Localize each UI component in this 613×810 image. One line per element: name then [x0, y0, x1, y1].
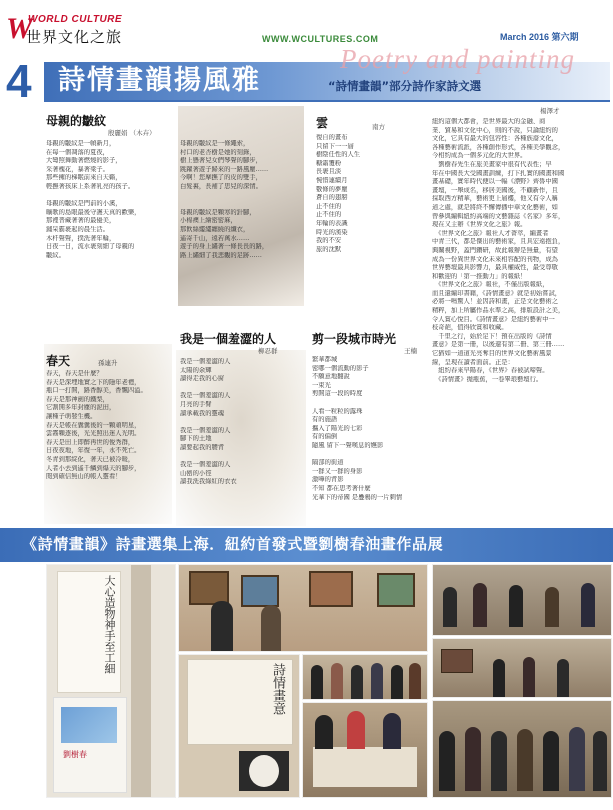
- calligraphy-seal: 劉樹春: [63, 750, 87, 759]
- poem-body: [46, 370, 174, 482]
- text-line: 小棉襖上繪密密麻，: [180, 217, 237, 225]
- text-line: 採取西方精華，藝術更上層樓，他又有令人稱: [432, 195, 558, 203]
- text-line: 文化，它具有最大的包容性：各種族裔文化，: [432, 135, 558, 143]
- text-line: 日夜一日，流水裹刻細了母親的: [46, 243, 135, 251]
- page-title: 詩情畫韻揚風雅: [58, 65, 261, 96]
- photo-calligraphy-closeup: [178, 654, 300, 798]
- header-rule: [44, 100, 610, 102]
- poem-title-spring: 春天: [46, 354, 71, 368]
- text-line: 山巒的小徑: [180, 469, 212, 477]
- poem-author: 孫連升: [98, 359, 118, 367]
- masthead-logo: [4, 8, 142, 46]
- text-line: 瓶口一打開，路香醇美，香飄四溢。: [46, 387, 147, 395]
- text-line: 讀得走我的心窗: [180, 375, 225, 383]
- text-line: 《世界文化之旅》報社，不僅出版報紙，: [432, 281, 549, 289]
- text-line: 我是一個羞澀的人: [180, 358, 231, 365]
- text-line: 冬青到那綻化，著天已被冷暖，: [46, 455, 135, 463]
- text-line: 木杆聲聲，撲洗著年輪，: [46, 234, 116, 242]
- text-line: 讀我洗我綠紅的衣衣: [180, 478, 237, 486]
- text-line: 世界藝壇最具影響力，最具權威性，最受尊敬: [432, 264, 558, 272]
- text-line: 有的施語: [312, 416, 338, 424]
- event-banner-title: 《詩情畫韻》詩畫選集上海．紐約首發式暨劉樹春油畫作品展: [22, 535, 444, 553]
- text-line: 人看一粒粒的露珠: [312, 407, 363, 415]
- text-line: 而且還編印書籍，《詩情畫意》就是初始嘗試，: [432, 289, 562, 297]
- text-line: [46, 192, 176, 201]
- issue-date: March 2016 第六期: [500, 32, 579, 42]
- text-line: 閱到確信無山的帳人靈看！: [46, 473, 122, 481]
- text-line: 遙寄千山，遠若萬水……: [180, 234, 250, 242]
- text-line: 春天是深埋地實之下的隱年老禮，: [46, 378, 141, 386]
- calligraphy-closeup-text: 詩情畫意: [270, 663, 285, 715]
- text-line: 枝奇葩，值得欣賞和收藏。: [432, 324, 508, 332]
- poem-body-right: [180, 140, 310, 260]
- text-line: 剪開這一段的時度: [312, 390, 363, 398]
- essay-body: [432, 118, 610, 384]
- poem-title-shy-person: 我是一個羞澀的人: [180, 332, 277, 346]
- poem-author: 殷麗娟 （木卉）: [108, 129, 156, 137]
- text-line: 雲霧顆逐後，光光照出迷人光明。: [46, 430, 141, 438]
- text-line: 母親的皺紋是顆寒的針腳，: [180, 208, 256, 216]
- decorative-script-text: Poetry and painting: [340, 44, 575, 74]
- text-line: 白髮裏，長補了思兒的深情。: [180, 182, 262, 190]
- text-line: 千里之行，始於足下！預在出版的《詩情: [432, 332, 552, 340]
- text-line: 春天是那神劍的鐵梨，: [46, 395, 109, 403]
- text-line: 今相約成為一個多元化的大世界。: [432, 152, 527, 160]
- text-line: 繁華都城: [312, 356, 338, 363]
- text-line: [180, 418, 306, 427]
- text-line: 長裹且淡: [316, 168, 342, 176]
- text-line: 現在又主辦《世界文化之旅》報。: [432, 221, 527, 229]
- page-subtitle: “詩情畫韻”部分詩作家詩文選: [328, 79, 482, 93]
- text-line: 樹上懸著兒女們琴聲的腳步，: [180, 157, 262, 165]
- text-line: 那飲絲縷縷纏繞的纖衣，: [180, 225, 250, 233]
- text-line: 皺紋。: [46, 251, 65, 259]
- text-line: 畫壇，一舉成名，移居美國後，不顧新作，且: [432, 186, 558, 194]
- photo-audience: [432, 564, 612, 636]
- text-line: 和歡迎的「第一推動力」的報紙！: [432, 272, 527, 280]
- text-line: 那裡普藏著著的最優美，: [46, 217, 116, 225]
- text-line: 令人賞心悅目。《詩情畫意》是紐約藝術中一: [432, 315, 555, 323]
- text-line: 道之處，就是將終不懈傳播中華文化藝術，如: [432, 203, 558, 211]
- text-line: 年在中國長大受國畫訓練，打下扎實的國畫和國: [432, 169, 565, 177]
- text-line: 今啊！您摩撫了的皮的雙手，: [180, 174, 262, 182]
- text-line: 旅的沈默: [316, 245, 342, 253]
- text-line: 復自的畫布: [316, 134, 348, 141]
- text-line: 我是一個羞澀的人: [180, 392, 231, 400]
- site-url: WWW.WCULTURES.COM: [262, 34, 379, 44]
- text-line: 激嘩的背影: [312, 476, 344, 484]
- text-line: [312, 451, 432, 460]
- text-line: 時光的漢染: [316, 228, 348, 236]
- photo-seated-audience: [432, 700, 612, 798]
- text-line: [180, 192, 310, 201]
- poem-title-city-time: 剪一段城市時光: [312, 332, 397, 346]
- poem-title-cloud: 雲: [316, 116, 329, 130]
- text-line: 止不住的: [316, 211, 342, 219]
- calligraphy-text: 大心造物神手至工細: [103, 575, 116, 674]
- text-line: 我的不安: [316, 237, 342, 245]
- text-line: 那些擁的梯眠前來自天籟，: [46, 174, 122, 182]
- text-line: 興關視野，蓋門鑽研，故此報辦是無量，有望: [432, 246, 558, 254]
- text-line: 春天是帳在囊囊後的一顆頑明星，: [46, 421, 141, 429]
- text-line: [312, 399, 432, 408]
- text-line: 《詩情畫》拋瓶蕉，一卷畢琅藝壇行。: [432, 375, 543, 383]
- essay-author: 楊澤才: [540, 107, 560, 115]
- photo-group-portrait: [302, 654, 428, 700]
- text-line: 曾參與編輯紐約高端的文藝雜誌《名家》多年，: [432, 212, 565, 220]
- poem-author: 南方: [372, 123, 385, 131]
- text-line: 紐約這個大都會，是世界最大的金融、商: [432, 118, 546, 125]
- logo-chinese-text: 世界文化之旅: [26, 28, 123, 46]
- text-line: 春天是田上即醉再世的俊秀群，: [46, 438, 135, 446]
- text-line: 線，呈現在讀者面前。正是：: [432, 358, 514, 366]
- text-line: 鋪呆霸裹起的晨生活。: [46, 225, 109, 233]
- poem-title-mothers-wrinkles: 母親的皺紋: [46, 114, 107, 128]
- text-line: 糖霜覆粉: [316, 159, 342, 167]
- poem-body: [312, 356, 432, 502]
- text-line: 攜入了陽光的七彩: [312, 424, 363, 432]
- text-line: 中青三代，都是傑出的藝術家，且具宏遠抱負，: [432, 238, 565, 246]
- poem-body-left: [46, 140, 176, 260]
- text-line: 我是一個羞澀的人: [180, 461, 231, 469]
- text-line: 成為一份異世界文化未來相容配的刊物，成為: [432, 255, 558, 263]
- text-line: 畫意》是第一冊，以後還有第二冊、第三冊……: [432, 341, 565, 349]
- poem-author: 柳忍群: [258, 347, 278, 355]
- text-line: 隨風 留下一聲嘆息的嫵影: [312, 441, 384, 449]
- text-line: 采著槐花，暴著梁子。: [46, 165, 109, 173]
- text-line: 有的偏倒: [312, 433, 338, 441]
- page-number: 4: [6, 55, 32, 107]
- text-line: 一束光: [312, 381, 331, 389]
- logo-w-mark: W: [6, 12, 33, 45]
- text-line: 精粹，加上所屬作品水準之高，排版設計之美，: [432, 307, 565, 315]
- text-line: 大彎照舞動著燃燒的影子，: [46, 157, 122, 165]
- text-line: [180, 200, 310, 209]
- poem-body: [180, 358, 306, 487]
- text-line: 跳躍著遊子歸來的一路風塵……: [180, 165, 269, 173]
- photo-gallery-crowd: [432, 638, 612, 698]
- photo-speaker-podium: [178, 564, 428, 652]
- text-line: 人者小去到遙千鱗到爆天的腳步，: [46, 464, 141, 472]
- text-line: 惋惜連續月: [316, 176, 348, 184]
- text-line: 曠歌的島眼最後守護天真的歡樂，: [46, 208, 141, 216]
- text-line: 讓種子萌發生機。: [46, 412, 97, 420]
- photo-book-signing: [302, 702, 428, 798]
- text-line: 太陽的余輝: [180, 366, 212, 374]
- text-line: 它猶如一道道光亮奪目的世界文化藝術風景: [432, 350, 552, 358]
- text-line: 光華下的帝國 是疊鴉的一片刺情: [312, 493, 403, 501]
- text-line: 劉樹春先生在旅美畫家中很有代表性；早: [432, 160, 552, 168]
- text-line: 紐約春來早陽春，《世界》春被試啼聲。: [432, 367, 549, 375]
- text-line: 蒼自的翅膀: [316, 194, 348, 202]
- text-line: 年輪的表識: [316, 219, 348, 227]
- text-line: 不知 都在思考著什麼: [312, 484, 371, 492]
- text-line: [180, 384, 306, 393]
- text-line: 只留下一一層: [316, 142, 354, 150]
- text-line: 母親的皺紋是門前的小溪，: [46, 200, 122, 208]
- text-line: 業、貿易和文化中心，則的不說，只論紐約的: [432, 126, 558, 134]
- text-line: 村口的老杏樹是她的刻錄，: [180, 148, 256, 156]
- text-line: 路上繡細了我悲觀的足跡……: [180, 251, 262, 259]
- text-line: 畫基礎，實年時代便以一幅《漂野》齊魯中國: [432, 178, 558, 186]
- text-line: 它割開多年封塵的泥田，: [46, 404, 116, 412]
- poem-author: 王楠: [404, 347, 417, 355]
- text-line: 腳下的土地: [180, 435, 212, 443]
- text-line: 母親的皺紋是一幀新月，: [46, 140, 116, 147]
- text-line: 在每一個凋落的夏夜，: [46, 148, 109, 156]
- text-line: 一群又一群的身影: [312, 467, 363, 475]
- text-line: 遊子的身上繡著一條長長的路，: [180, 243, 269, 251]
- poem-body: [316, 134, 426, 254]
- text-line: 日夜夜地，年復一年，永不死亡。: [46, 447, 141, 455]
- text-line: [180, 453, 306, 462]
- text-line: 母親的皺紋是一條繩索，: [180, 140, 250, 147]
- logo-english-text: WORLD CULTURE: [28, 14, 123, 25]
- text-line: 密哪一個流動的影子: [312, 364, 369, 372]
- text-line: 春天，春天是什麼？: [46, 370, 103, 377]
- text-line: 我是一個羞澀的人: [180, 426, 231, 434]
- photo-calligraphy-scroll: [46, 564, 176, 798]
- text-line: 《世界文化之旅》報社人才薈萃，編畫者: [432, 229, 549, 237]
- text-line: 月亮的手臂: [180, 400, 212, 408]
- text-line: 隔部的街道: [312, 459, 344, 467]
- text-line: 止不住的: [316, 202, 342, 210]
- text-line: 讀要起我的腰背: [180, 443, 225, 451]
- text-line: 數條的夢塵: [316, 185, 348, 193]
- text-line: 樹陰任性的人生: [316, 151, 361, 159]
- text-line: 各種藝術流派，各種創作形式，各種美學觀念，: [432, 143, 565, 151]
- text-line: 必將一鳴驚人！並因詩和畫，正是文化藝術之: [432, 298, 558, 306]
- text-line: 讀承載我的靈魂: [180, 409, 225, 417]
- text-line: 不願意地翻說: [312, 373, 350, 381]
- text-line: 輕撫著孩床上系著乳亮的孩子。: [46, 182, 135, 190]
